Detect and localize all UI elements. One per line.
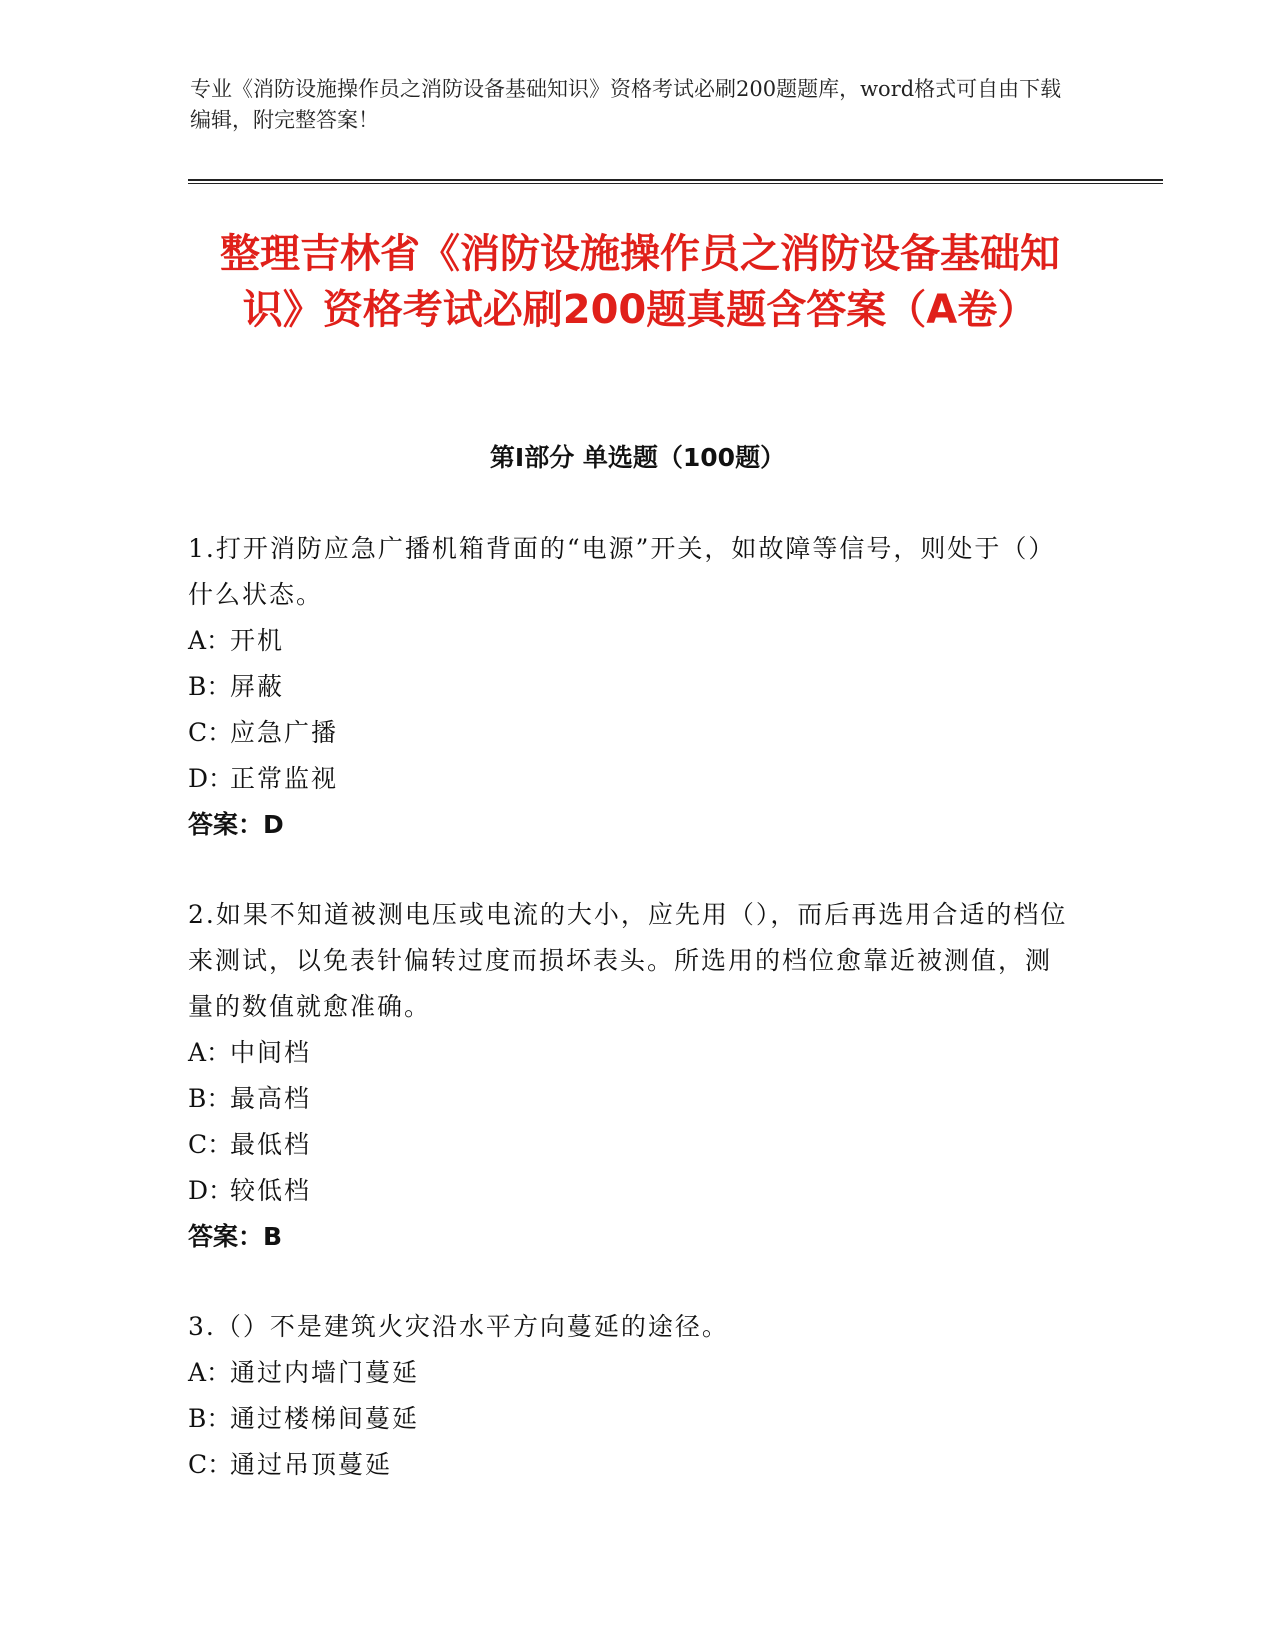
option-text: 开机 <box>230 626 285 655</box>
option-letter: D： <box>188 1176 234 1205</box>
section-title: 第Ⅰ部分 单选题（100题） <box>489 443 786 472</box>
option-letter: D： <box>188 764 234 793</box>
option-letter: A： <box>188 1038 232 1067</box>
question-text: 1.打开消防应急广播机箱背面的“电源”开关，如故障等信号，则处于（）什么状态。 <box>188 534 1056 609</box>
header-rule-thin <box>188 183 1163 184</box>
option-a <box>188 1030 1068 1076</box>
question-2 <box>188 892 1068 1260</box>
option-c <box>188 710 1068 756</box>
option-d <box>188 1168 1068 1214</box>
question-3 <box>188 1304 1068 1488</box>
option-text: 应急广播 <box>230 718 339 747</box>
option-letter: C： <box>188 718 233 747</box>
header-note: 专业《消防设施操作员之消防设备基础知识》资格考试必刷200题题库，word格式可自由下载编辑，附完整答案！ <box>190 77 1062 132</box>
option-letter: A： <box>188 1358 232 1387</box>
answer-line: 答案：B <box>188 1222 283 1251</box>
option-letter: C： <box>188 1130 233 1159</box>
option-letter: B： <box>188 1084 232 1113</box>
option-text: 通过吊顶蔓延 <box>230 1450 393 1479</box>
header-rule-thick <box>188 179 1163 181</box>
question-text: 3.（）不是建筑火灾沿水平方向蔓延的途径。 <box>188 1312 729 1341</box>
option-letter: A： <box>188 626 232 655</box>
answer-line: 答案：D <box>188 810 284 839</box>
option-text: 较低档 <box>230 1176 312 1205</box>
option-d <box>188 756 1068 802</box>
document-title: 整理吉林省《消防设施操作员之消防设备基础知识》资格考试必刷200题真题含答案（A卷） <box>220 231 1060 333</box>
option-b <box>188 664 1068 710</box>
option-a <box>188 1350 1068 1396</box>
option-text: 最低档 <box>230 1130 312 1159</box>
option-text: 通过内墙门蔓延 <box>230 1358 420 1387</box>
option-b <box>188 1396 1068 1442</box>
question-list <box>188 526 1068 1532</box>
option-letter: B： <box>188 1404 232 1433</box>
option-c <box>188 1442 1068 1488</box>
option-c <box>188 1122 1068 1168</box>
option-b <box>188 1076 1068 1122</box>
option-text: 最高档 <box>230 1084 312 1113</box>
option-text: 正常监视 <box>230 764 339 793</box>
option-letter: C： <box>188 1450 233 1479</box>
question-1 <box>188 526 1068 848</box>
option-text: 屏蔽 <box>230 672 285 701</box>
option-text: 通过楼梯间蔓延 <box>230 1404 420 1433</box>
question-text: 2.如果不知道被测电压或电流的大小，应先用（），而后再选用合适的档位来测试，以免表针偏转过度而损坏表头。所选用的档位愈靠近被测值，测量的数值就愈准确。 <box>188 900 1068 1021</box>
option-text: 中间档 <box>230 1038 312 1067</box>
option-a <box>188 618 1068 664</box>
option-letter: B： <box>188 672 232 701</box>
